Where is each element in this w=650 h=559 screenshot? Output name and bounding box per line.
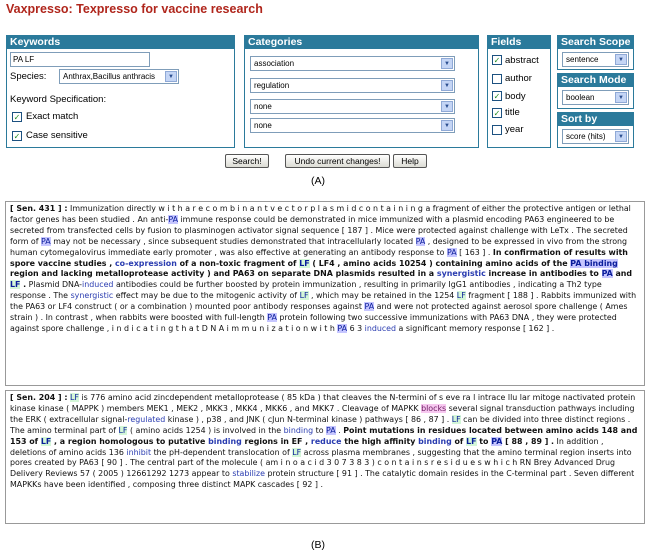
sentence-text: may not be necessary , since subsequent studies demonstrated that intracellularly located	[50, 236, 416, 246]
category-select-2[interactable]	[250, 78, 455, 93]
sentence-text: protein following two successive immunizations with PA63 DNA , they were protected against spore challenge , i n d i c a t i n g t h a t D N A i m m u n i z a t i o n w i t h	[10, 313, 617, 333]
sentence-text: antibodies could be further boosted by protein immunization , resulting in primarily IgG1 antibodies , indicating a Th2 type response . The	[10, 280, 602, 301]
category-term-highlight: regulated	[127, 414, 166, 424]
sentence-text: immune response could be demonstrated in mice immunized with a plasmid encoding PA63 engineered to be secreted from transfected cells by fusion to plasminogen activator signal sequence [ 187 ] . Mice were protected against challenge with LeTx . The secreted form of	[10, 214, 628, 246]
sentence-text: fragment [ 188 ] . Rabbits immunized with the PA63 or LF4 construct ( or a combination ) mounted poor antibody responses against	[10, 291, 637, 312]
field-year-label: year	[505, 124, 524, 135]
sentence-text: 6 3	[347, 323, 365, 333]
case-sensitive-checkbox[interactable]: ✓	[13, 132, 21, 141]
matched-sentence-text: [ 88 , 89 ] .	[502, 436, 555, 446]
chevron-down-icon[interactable]: ▼	[615, 54, 627, 65]
category-term-highlight: reduce	[310, 436, 342, 446]
sort-by-header: Sort by	[557, 112, 634, 126]
sentence-text: , which may be retained in the 1254	[308, 291, 457, 301]
category-term-highlight: binding	[208, 436, 242, 446]
lf-keyword-highlight: LF	[40, 436, 52, 446]
matched-sentence-text: ( LF4 , amino acids 10254 ) containing amino acids of the	[309, 258, 571, 268]
category-term-highlight: induced	[82, 280, 114, 290]
sentence-text: [ 163 ] .	[456, 247, 493, 257]
category-term-highlight: synergistic	[436, 269, 486, 279]
pa-keyword-highlight: PA	[326, 425, 336, 435]
sentence-text: effect may be due to the mitogenic activity of	[113, 291, 300, 301]
sentence-text: several signal transduction pathways including the ERK ( extracellular signal-	[10, 403, 635, 424]
chevron-down-icon[interactable]: ▼	[441, 120, 453, 131]
lf-keyword-highlight: LF	[466, 436, 477, 446]
keywords-input[interactable]: PA LF	[10, 52, 150, 67]
matched-sentence-text: the high affinity	[341, 436, 419, 446]
pa-keyword-highlight: PA	[446, 247, 457, 257]
species-select[interactable]	[59, 69, 179, 84]
category-select-4[interactable]	[250, 118, 455, 133]
sentence-text: ( amino acids 1254 ) is involved in the	[127, 425, 284, 435]
pa-keyword-highlight: PA	[267, 313, 277, 323]
exact-match-label: Exact match	[26, 111, 79, 122]
matched-sentence-text: increase in antibodies to	[485, 269, 602, 279]
sort-by-value: score (hits)	[566, 132, 606, 141]
case-sensitive-label: Case sensitive	[26, 130, 88, 141]
field-author-checkbox[interactable]	[492, 74, 502, 84]
chevron-down-icon[interactable]: ▼	[615, 131, 627, 142]
figure-label-b: (B)	[311, 539, 325, 551]
category-term-highlight: synergistic	[70, 291, 114, 301]
sentence-text: across plasma membranes , suggesting that the amino terminal region inserts into pores created by PA63 [ 90 ] . The central part of the molecule ( am i n o a c i d 3 0 7 3 8 3 ) c o n t a i n s r e s i d u e s w h i c h RN Brey Advanced Drug Delivery Reviews 57 ( 2005 ) 12661292 1273 appear to	[10, 447, 632, 479]
search-scope-header: Search Scope	[557, 35, 634, 49]
search-mode-value: boolean	[566, 93, 595, 102]
keyword-spec-label: Keyword Specification:	[10, 94, 107, 105]
exact-match-checkbox[interactable]: ✓	[13, 113, 21, 122]
category-term-highlight: blocks	[421, 403, 447, 413]
sentence-text: can be divided into three distinct regions . The amino terminal part of	[10, 414, 631, 435]
category-term-highlight: binding	[418, 436, 452, 446]
sentence-id: [ Sen. 431 ] :	[10, 204, 68, 213]
keywords-panel	[6, 49, 235, 148]
category-value-3: none	[254, 102, 272, 111]
search-mode-select[interactable]	[562, 90, 629, 105]
category-term-highlight: stabilize	[232, 469, 265, 479]
sentence-text: Immunization directly w i t h a r e c o m b i n a n t v e c t o r p l a s m i d c o n t a i n i n g a fragment of either the protective antigen or lethal factor genes has been studied . An anti-	[10, 204, 631, 224]
undo-button[interactable]: Undo current changes!	[285, 154, 390, 168]
pa-keyword-highlight: PA	[491, 436, 503, 446]
lf-keyword-highlight: LF	[299, 291, 309, 301]
lf-keyword-highlight: LF	[451, 414, 461, 424]
matched-sentence-text: Point mutations in residues located between amino acids 148 and 153 of	[10, 425, 638, 446]
sort-by-select[interactable]	[562, 129, 629, 144]
lf-keyword-highlight: LF	[10, 280, 21, 290]
lf-keyword-highlight: LF	[456, 291, 466, 301]
categories-panel	[244, 49, 479, 148]
lf-keyword-highlight: LF	[118, 425, 128, 435]
category-value-2: regulation	[254, 81, 290, 90]
sentence-text: In addition , deletions of amino acids 136	[10, 436, 604, 457]
pa-keyword-highlight: PA	[364, 302, 375, 312]
search-mode-header: Search Mode	[557, 73, 634, 87]
category-term-highlight: binding	[283, 425, 314, 435]
search-scope-select[interactable]	[562, 52, 629, 67]
fields-header: Fields	[487, 35, 551, 49]
sentence-text: protein structure [ 91 ] . The catalytic domain resides in the C-terminal part . Seven different MAPKKs have been identified , composing three distinct MAPK cascades [ 92 ] .	[10, 469, 635, 490]
sentence-text: , designed to be expressed in vivo from the strong human cytomegalovirus immediate early promoter , was also effective at generating an antibody response to	[10, 236, 628, 257]
chevron-down-icon[interactable]: ▼	[441, 101, 453, 112]
category-select-3[interactable]	[250, 99, 455, 114]
matched-sentence-text: region and lacking metalloprotease activity ) and PA63 on separate DNA plasmids resulted in a	[10, 269, 437, 279]
field-abstract-checkbox[interactable]: ✓	[493, 56, 501, 65]
pa-keyword-highlight: PA	[337, 323, 348, 333]
search-scope-panel	[557, 49, 634, 70]
sentence-text: kinase ) , p38 , and JNK ( cJun N-terminal kinase ) pathways [ 86 , 87 ] .	[165, 414, 452, 424]
lf-keyword-highlight: LF	[299, 258, 310, 268]
sentence-text: is 776 amino acid zincdependent metalloprotease ( 85 kDa ) that cleaves the N-termini of s eve ra l intrace llu lar mitoge nactivated protein kinase kinase ( MAPPK ) members MEK1 , MEK2 , MKK3 , MKK4 , MKK6 , and MKK7 . Cleavage of MAPKK	[10, 393, 636, 413]
result-sentence-2	[5, 390, 645, 524]
category-value-4: none	[254, 121, 272, 130]
lf-keyword-highlight: LF	[70, 393, 79, 402]
species-value: Anthrax,Bacillus anthracis	[63, 72, 156, 81]
sort-by-panel	[557, 126, 634, 148]
matched-sentence-text: of a non-toxic fragment of	[176, 258, 300, 268]
sentence-text: and were not protected against aerosol spore challenge ( Ames strain ) . In contrast , when rabbits were boosted with full-length	[10, 302, 628, 323]
field-author-label: author	[505, 73, 532, 84]
search-button[interactable]: Search!	[225, 154, 269, 168]
chevron-down-icon[interactable]: ▼	[165, 71, 177, 82]
figure-label-a: (A)	[311, 175, 325, 187]
lf-keyword-highlight: LF	[292, 447, 302, 457]
sentence-text: the pH-dependent translocation of	[151, 447, 293, 457]
sentence-text: to	[313, 425, 327, 435]
category-value-1: association	[254, 59, 295, 68]
chevron-down-icon[interactable]: ▼	[441, 80, 453, 91]
sentence-text: .	[335, 425, 344, 435]
matched-sentence-text: to	[476, 436, 492, 446]
pa-keyword-highlight: PA	[41, 236, 51, 246]
app-title: Vaxpresso: Texpresso for vaccine research	[6, 2, 263, 16]
result-sentence-1	[5, 201, 645, 386]
pa-keyword-highlight: PA binding	[570, 258, 618, 268]
matched-sentence-text: , a region homologous to putative	[51, 436, 209, 446]
field-body-label: body	[505, 91, 526, 102]
sentence-text: Plasmid DNA-	[26, 280, 83, 290]
fields-panel	[487, 49, 551, 148]
pa-keyword-highlight: PA	[601, 269, 613, 279]
matched-sentence-text: .	[20, 280, 27, 290]
category-term-highlight: co-expression	[114, 258, 177, 268]
sentence-text: a significant memory response [ 162 ] .	[396, 323, 555, 333]
search-scope-value: sentence	[566, 55, 599, 64]
matched-sentence-text: In confirmation of results with spore vaccine studies ,	[10, 247, 628, 268]
chevron-down-icon[interactable]: ▼	[615, 92, 627, 103]
species-label: Species:	[10, 71, 47, 82]
category-term-highlight: inhibit	[126, 447, 152, 457]
field-year-checkbox[interactable]	[492, 125, 502, 135]
categories-header: Categories	[244, 35, 479, 49]
field-title-checkbox[interactable]: ✓	[493, 109, 501, 118]
pa-keyword-highlight: PA	[168, 214, 178, 224]
sentence-id: [ Sen. 204 ] :	[10, 393, 68, 402]
search-mode-panel	[557, 87, 634, 109]
keywords-header: Keywords	[6, 35, 235, 49]
help-button[interactable]: Help	[393, 154, 427, 168]
category-select-1[interactable]	[250, 56, 455, 71]
matched-sentence-text: and	[612, 269, 633, 279]
chevron-down-icon[interactable]: ▼	[441, 58, 453, 69]
matched-sentence-text: of	[451, 436, 467, 446]
category-term-highlight: induced	[364, 323, 397, 333]
field-body-checkbox[interactable]: ✓	[493, 92, 501, 101]
matched-sentence-text: regions in EF ,	[241, 436, 311, 446]
pa-keyword-highlight: PA	[415, 236, 426, 246]
field-abstract-label: abstract	[505, 55, 539, 66]
field-title-label: title	[505, 107, 520, 118]
